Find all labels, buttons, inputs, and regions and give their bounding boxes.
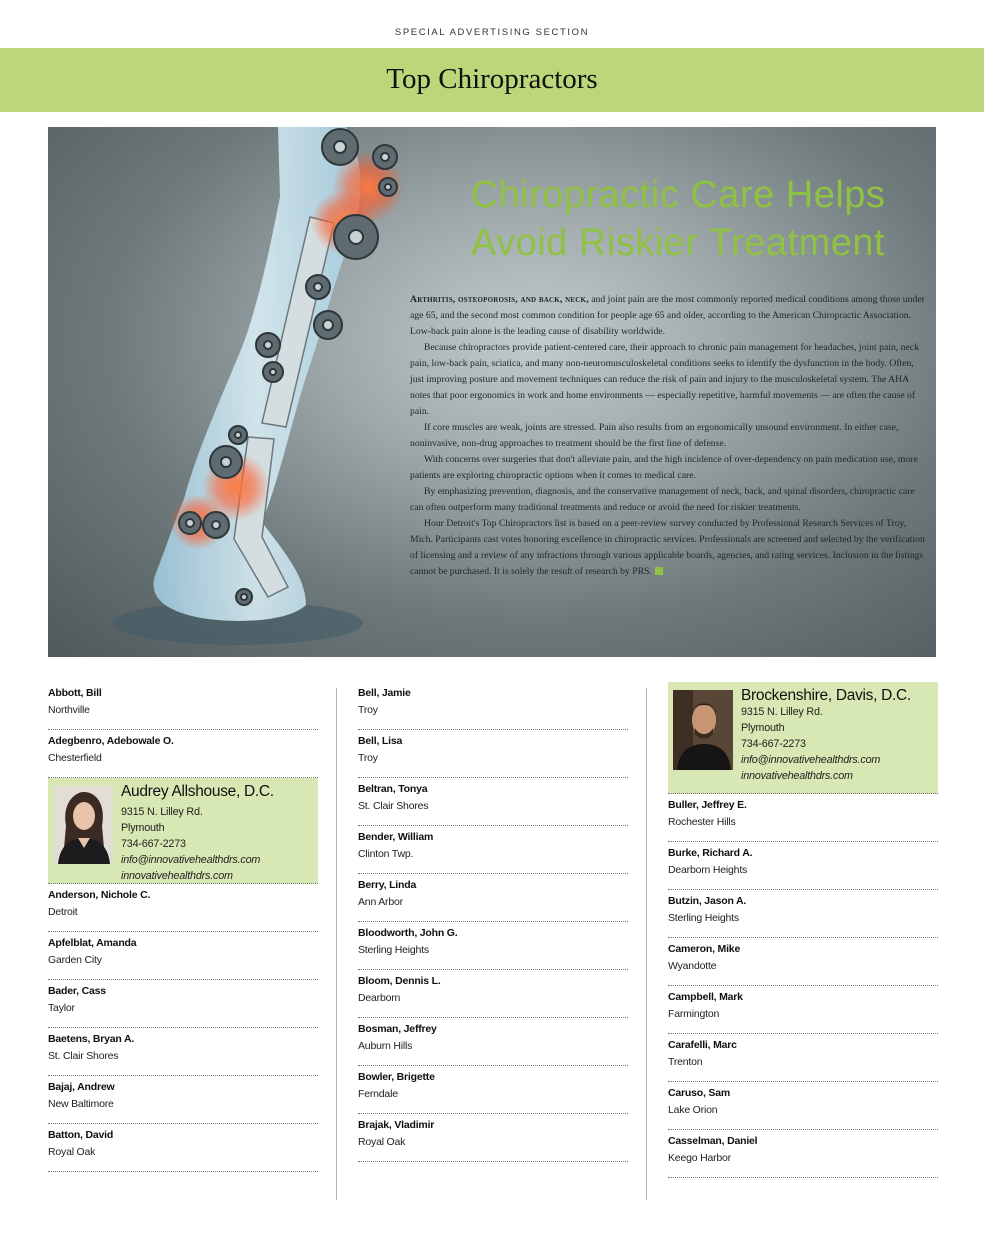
- lead-in-caps: Arthritis, osteoporosis, and back, neck,: [410, 294, 589, 305]
- doctor-name: Anderson, Nichole C.: [48, 889, 151, 901]
- list-item: [48, 730, 318, 778]
- list-item: [668, 938, 938, 986]
- featured-email[interactable]: info@innovativehealthdrs.com: [121, 854, 261, 866]
- list-item: [358, 922, 628, 970]
- headline-line-2: Avoid Riskier Treatment: [470, 222, 886, 264]
- paragraph-text: and joint pain are the most commonly reported medical conditions among those under age 65, and the second most common condition for people age 65 and older, according to the American Chiropractic Association. Low-back pain alone is the leading cause of disability worldwide.: [410, 294, 925, 337]
- list-item: [358, 826, 628, 874]
- list-item: [358, 778, 628, 826]
- doctor-city: Troy: [358, 752, 378, 764]
- doctor-city: Farmington: [668, 1008, 720, 1020]
- doctor-city: New Baltimore: [48, 1098, 114, 1110]
- list-item: [48, 884, 318, 932]
- featured-city: Plymouth: [121, 822, 165, 834]
- featured-listing: [48, 778, 318, 884]
- doctor-name: Campbell, Mark: [668, 991, 743, 1003]
- headline-line-1: Chiropractic Care Helps: [470, 174, 886, 216]
- featured-listing: [668, 682, 938, 794]
- featured-website[interactable]: innovativehealthdrs.com: [121, 870, 233, 882]
- doctor-city: Sterling Heights: [358, 944, 429, 956]
- doctor-city: Royal Oak: [48, 1146, 96, 1158]
- list-item: [668, 890, 938, 938]
- doctor-city: Ferndale: [358, 1088, 398, 1100]
- featured-phone: 734-667-2273: [121, 838, 186, 850]
- doctor-name: Casselman, Daniel: [668, 1135, 758, 1147]
- column-divider: [646, 688, 647, 1200]
- doctor-name: Caruso, Sam: [668, 1087, 730, 1099]
- doctor-name: Adegbenro, Adebowale O.: [48, 735, 174, 747]
- doctor-name: Bowler, Brigette: [358, 1071, 435, 1083]
- doctor-name: Berry, Linda: [358, 879, 417, 891]
- list-item: [358, 1018, 628, 1066]
- doctor-city: Detroit: [48, 906, 78, 918]
- doctor-name: Bosman, Jeffrey: [358, 1023, 437, 1035]
- featured-address: 9315 N. Lilley Rd.: [121, 806, 203, 818]
- listing-column-3: [668, 682, 938, 1178]
- list-item: [668, 1082, 938, 1130]
- hero-article: [48, 127, 936, 657]
- article-body: [410, 292, 926, 580]
- list-item: [358, 1114, 628, 1162]
- doctor-name: Baetens, Bryan A.: [48, 1033, 135, 1045]
- doctor-city: Garden City: [48, 954, 102, 966]
- doctor-city: Sterling Heights: [668, 912, 739, 924]
- featured-doctor-name: Audrey Allshouse, D.C.: [121, 783, 274, 800]
- doctor-city: Auburn Hills: [358, 1040, 413, 1052]
- list-item: [668, 986, 938, 1034]
- article-paragraph: With concerns over surgeries that don't alleviate pain, and the high incidence of over-dependency on pain medication use, more patients are exploring chiropractic options when it comes to medical care.: [410, 454, 918, 481]
- doctor-photo: [673, 690, 733, 770]
- column-divider: [336, 688, 337, 1200]
- doctor-name: Bloom, Dennis L.: [358, 975, 441, 987]
- list-item: [48, 932, 318, 980]
- doctor-photo: [54, 786, 113, 864]
- article-paragraph: [410, 516, 926, 580]
- doctor-name: Bader, Cass: [48, 985, 106, 997]
- doctor-city: Clinton Twp.: [358, 848, 414, 860]
- list-item: [358, 970, 628, 1018]
- article-paragraph: [410, 292, 926, 340]
- doctor-name: Buller, Jeffrey E.: [668, 799, 747, 811]
- article-paragraph: Because chiropractors provide patient-centered care, their approach to chronic pain management for headaches, joint pain, neck pain, low-back pain, sciatica, and many non-neuromusculoskeletal conditions seeks to identify the dysfunction in the body. Often, just improving posture and movement techniques can reduce the risk of pain and injury to the musculoskeletal system. The AHA notes that poor ergonomics in work and home environments — especially repetitive, harmful movements — are often the cause of pain.: [410, 342, 919, 417]
- doctor-city: Keego Harbor: [668, 1152, 731, 1164]
- doctor-name: Apfelblat, Amanda: [48, 937, 137, 949]
- doctor-name: Bloodworth, John G.: [358, 927, 458, 939]
- doctor-city: Royal Oak: [358, 1136, 406, 1148]
- list-item: [668, 1034, 938, 1082]
- doctor-name: Beltran, Tonya: [358, 783, 428, 795]
- list-item: [48, 980, 318, 1028]
- list-item: [358, 730, 628, 778]
- doctor-city: Ann Arbor: [358, 896, 403, 908]
- doctor-city: Chesterfield: [48, 752, 102, 764]
- doctor-city: St. Clair Shores: [48, 1050, 119, 1062]
- doctor-name: Brajak, Vladimir: [358, 1119, 435, 1131]
- doctor-name: Carafelli, Marc: [668, 1039, 737, 1051]
- list-item: [358, 874, 628, 922]
- article-headline: [428, 171, 928, 267]
- doctor-name: Butzin, Jason A.: [668, 895, 747, 907]
- list-item: [48, 1076, 318, 1124]
- doctor-name: Bell, Jamie: [358, 687, 411, 699]
- doctor-city: Dearborn: [358, 992, 401, 1004]
- doctor-name: Bender, William: [358, 831, 434, 843]
- doctor-city: Trenton: [668, 1056, 703, 1068]
- article-paragraph: By emphasizing prevention, diagnosis, and the conservative management of neck, back, and spinal disorders, chiropractic care can often outperform many traditional treatments and reduce or avoid the need for riskier treatments.: [410, 486, 915, 513]
- doctor-name: Burke, Richard A.: [668, 847, 753, 859]
- list-item: [668, 842, 938, 890]
- list-item: [48, 1124, 318, 1172]
- featured-phone: 734-667-2273: [741, 738, 806, 750]
- list-item: [358, 682, 628, 730]
- featured-email[interactable]: info@innovativehealthdrs.com: [741, 754, 881, 766]
- doctor-name: Abbott, Bill: [48, 687, 102, 699]
- doctor-city: Wyandotte: [668, 960, 717, 972]
- article-paragraph: If core muscles are weak, joints are stressed. Pain also results from an ergonomically unsound environment. In either case, noninvasive, non-drug approaches to treatment should be the first line of defense.: [410, 422, 899, 449]
- doctor-city: Lake Orion: [668, 1104, 718, 1116]
- listing-column-2: [358, 682, 628, 1162]
- doctor-city: Taylor: [48, 1002, 75, 1014]
- doctor-city: Troy: [358, 704, 378, 716]
- page-title: Top Chiropractors: [386, 63, 598, 95]
- list-item: [358, 1066, 628, 1114]
- end-mark-icon: [655, 567, 663, 575]
- doctor-city: Northville: [48, 704, 90, 716]
- list-item: [48, 1028, 318, 1076]
- featured-doctor-name: Brockenshire, Davis, D.C.: [741, 687, 911, 704]
- section-label: SPECIAL ADVERTISING SECTION: [394, 27, 590, 38]
- featured-address: 9315 N. Lilley Rd.: [741, 706, 823, 718]
- list-item: [668, 794, 938, 842]
- doctor-city: Dearborn Heights: [668, 864, 748, 876]
- doctor-name: Bell, Lisa: [358, 735, 403, 747]
- list-item: [48, 682, 318, 730]
- doctor-name: Cameron, Mike: [668, 943, 741, 955]
- doctor-city: Rochester Hills: [668, 816, 736, 828]
- doctor-name: Batton, David: [48, 1129, 114, 1141]
- listing-column-1: [48, 682, 318, 1172]
- list-item: [668, 1130, 938, 1178]
- paragraph-text: Hour Detroit's Top Chiropractors list is based on a peer-review survey conducted by Professional Research Services of Troy, Mich. Participants cast votes honoring excellence in chiropractic services. Professionals are screened and selected by the verification of licensing and a review of any infractions through various applicable boards, agencies, and rating services. Inclusion in the listings cannot be purchased. It is solely the result of research by PRS.: [410, 518, 925, 577]
- doctor-city: St. Clair Shores: [358, 800, 429, 812]
- doctor-name: Bajaj, Andrew: [48, 1081, 115, 1093]
- featured-city: Plymouth: [741, 722, 785, 734]
- featured-website[interactable]: innovativehealthdrs.com: [741, 770, 853, 782]
